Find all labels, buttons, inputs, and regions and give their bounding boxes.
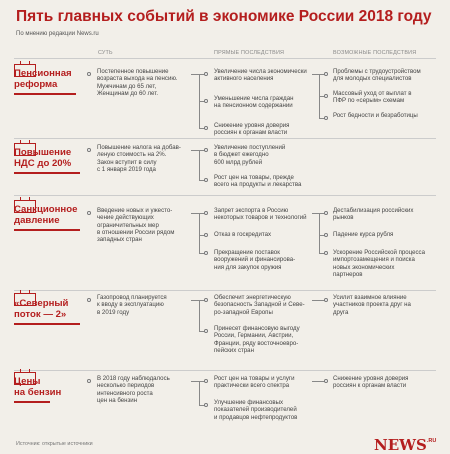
connector-dot bbox=[87, 72, 91, 76]
connector-line bbox=[199, 381, 200, 405]
connector-dot bbox=[324, 379, 328, 383]
connector-dot bbox=[87, 211, 91, 215]
event-row-gasoline bbox=[0, 370, 450, 432]
direct-consequence: Увеличение числа экономически активного населения bbox=[214, 68, 307, 83]
event-title: Повышение НДС до 20% bbox=[14, 147, 72, 169]
possible-consequence: Усилит взаимное влияние участников проекта друг на друга bbox=[333, 294, 411, 316]
event-title-underline bbox=[14, 229, 80, 231]
direct-consequence: Уменьшение числа граждан на пенсионном содержании bbox=[214, 95, 294, 110]
direct-consequence: Запрет экспорта в Россию некоторых товаров и технологий bbox=[214, 207, 307, 222]
event-row-pension bbox=[0, 58, 450, 138]
connector-dot bbox=[204, 72, 208, 76]
row-divider bbox=[14, 58, 436, 59]
possible-consequence: Ускорение Российской процесса импортозамещения и поиска новых экономических партнеров bbox=[333, 249, 425, 278]
logo-text: NEWS bbox=[374, 436, 427, 454]
connector-dot bbox=[204, 329, 208, 333]
column-header-essence: СУТЬ bbox=[98, 50, 113, 56]
direct-consequence: Улучшение финансовых показателей производителей и продавцов нефтепродуктов bbox=[214, 399, 298, 421]
event-title: Санкционное давление bbox=[14, 204, 78, 226]
event-title-underline bbox=[14, 172, 80, 174]
direct-consequence: Обеспечит энергетическую безопасность Западной и Севе- ро-западной Европы bbox=[214, 294, 305, 316]
source-note: Источник: открытые источники bbox=[16, 441, 93, 447]
event-essence: Постепенное повышение возраста выхода на пенсию. Мужчинам до 65 лет, Женщинам до 60 лет. bbox=[97, 68, 178, 97]
connector-dot bbox=[324, 72, 328, 76]
direct-consequence: Принесет финансовую выгоду России, Германии, Австрии, Франции, ряду восточноевро- пейских стран bbox=[214, 325, 300, 354]
direct-consequence: Рост цен на товары и услуги практически всего спектра bbox=[214, 375, 295, 390]
event-essence: Повышение налога на добав- леную стоимость на 2%. Закон вступит в силу с 1 января 2019 года bbox=[97, 144, 181, 173]
possible-consequence: Проблемы с трудоустройством для молодых специалистов bbox=[333, 68, 421, 83]
row-divider bbox=[14, 195, 436, 196]
connector-dot bbox=[204, 233, 208, 237]
connector-line bbox=[199, 213, 200, 253]
connector-dot bbox=[204, 178, 208, 182]
direct-consequence: Рост цен на товары, прежде всего на продукты и лекарства bbox=[214, 174, 302, 189]
row-divider bbox=[14, 138, 436, 139]
connector-line bbox=[199, 300, 200, 331]
possible-consequence: Дестабилизация российских рынков bbox=[333, 207, 414, 222]
direct-consequence: Отказ в госкредитах bbox=[214, 231, 272, 238]
possible-consequence: Снижение уровня доверия россиян к органам власти bbox=[333, 375, 409, 390]
event-title: «Северный поток — 2» bbox=[14, 298, 69, 320]
connector-dot bbox=[204, 298, 208, 302]
event-title-underline bbox=[14, 93, 76, 95]
column-header-direct: ПРЯМЫЕ ПОСЛЕДСТВИЯ bbox=[214, 50, 285, 56]
connector-dot bbox=[87, 379, 91, 383]
connector-dot bbox=[324, 298, 328, 302]
column-header-possible: ВОЗМОЖНЫЕ ПОСЛЕДСТВИЯ bbox=[333, 50, 417, 56]
event-essence: Газопровод планируется к вводу в эксплуатацию в 2019 году bbox=[97, 294, 167, 316]
event-title: Цены на бензин bbox=[14, 376, 62, 398]
page-subtitle: По мнению редакции News.ru bbox=[16, 31, 99, 37]
event-row-sanctions bbox=[0, 195, 450, 290]
connector-line bbox=[319, 213, 320, 253]
connector-dot bbox=[324, 211, 328, 215]
possible-consequence: Рост бедности и безработицы bbox=[333, 112, 418, 119]
row-divider bbox=[14, 370, 436, 371]
page-title: Пять главных событий в экономике России 2018 году bbox=[16, 8, 432, 25]
connector-dot bbox=[204, 148, 208, 152]
connector-dot bbox=[87, 148, 91, 152]
connector-dot bbox=[204, 99, 208, 103]
connector-dot bbox=[324, 233, 328, 237]
connector-dot bbox=[324, 116, 328, 120]
connector-dot bbox=[87, 298, 91, 302]
row-divider bbox=[14, 290, 436, 291]
possible-consequence: Массовый уход от выплат в ПФР по «серым» схемам bbox=[333, 90, 412, 105]
connector-dot bbox=[204, 379, 208, 383]
event-essence: Введение новых и ужесто- чение действующих ограничительных мер в отношении России рядом западных стран bbox=[97, 207, 175, 244]
connector-dot bbox=[204, 251, 208, 255]
event-title-underline bbox=[14, 401, 50, 403]
direct-consequence: Увеличение поступлений в бюджет ежегодно 600 млрд рублей bbox=[214, 144, 286, 166]
possible-consequence: Падение курса рубля bbox=[333, 231, 394, 238]
connector-dot bbox=[204, 211, 208, 215]
connector-dot bbox=[324, 251, 328, 255]
connector-line bbox=[199, 150, 200, 180]
connector-dot bbox=[324, 94, 328, 98]
direct-consequence: Прекращение поставок вооружений и финансирова- ния для закупок оружия bbox=[214, 249, 296, 271]
logo-suffix: .RU bbox=[426, 438, 437, 444]
event-title-underline bbox=[14, 323, 80, 325]
event-row-vat bbox=[0, 138, 450, 195]
event-title: Пенсионная реформа bbox=[14, 68, 72, 90]
connector-dot bbox=[204, 403, 208, 407]
event-essence: В 2018 году наблюдалось несколько периодов интенсивного роста цен на бензин bbox=[97, 375, 170, 404]
news-ru-logo bbox=[374, 436, 436, 454]
event-row-nord-stream bbox=[0, 290, 450, 370]
direct-consequence: Снижение уровня доверия россиян к органам власти bbox=[214, 122, 290, 137]
connector-dot bbox=[204, 126, 208, 130]
